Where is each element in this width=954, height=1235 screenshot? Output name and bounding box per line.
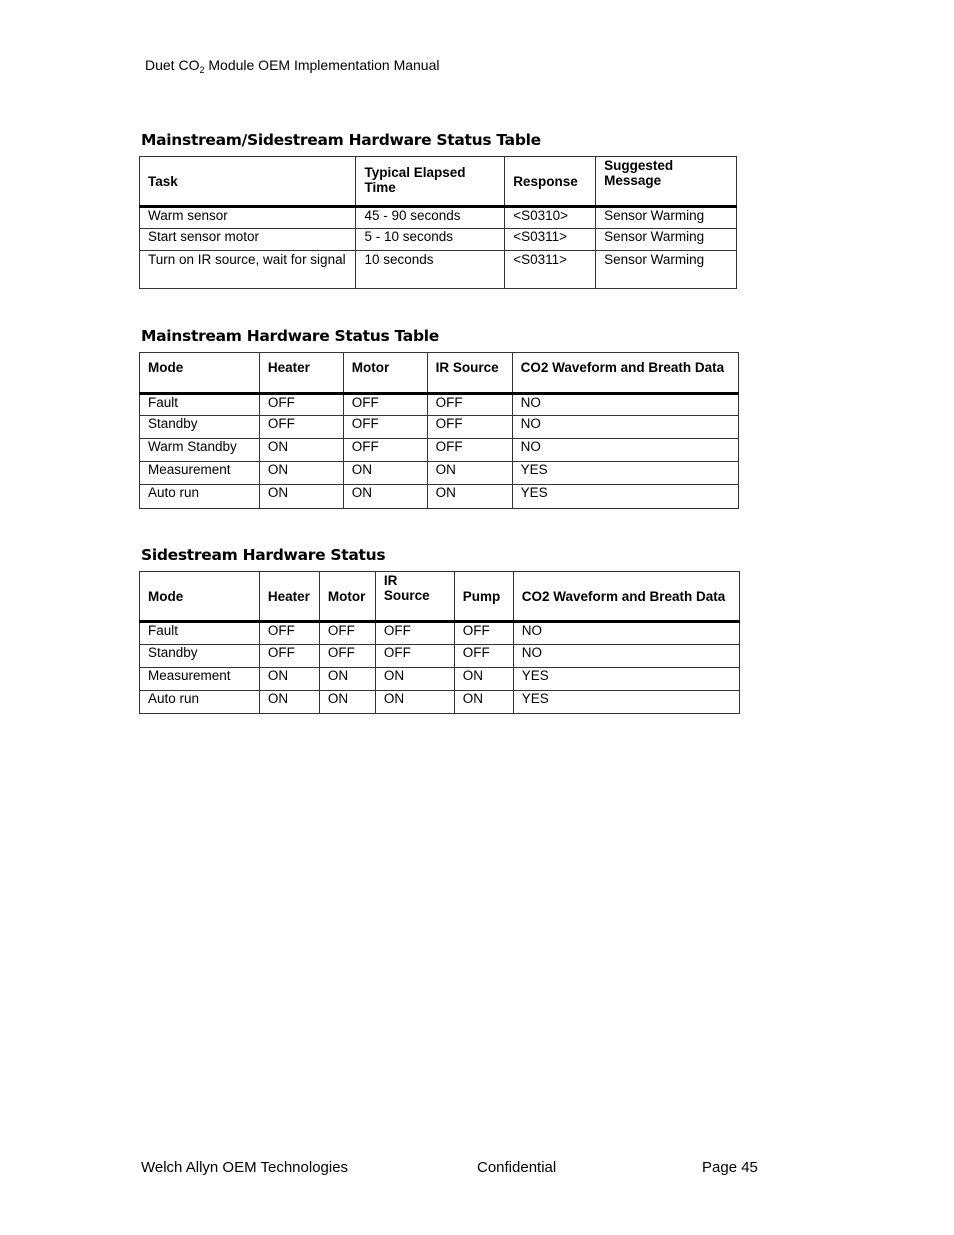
table-cell: Sensor Warming — [596, 207, 737, 229]
header-cell: Motor — [343, 353, 427, 394]
table-cell: Sensor Warming — [596, 251, 737, 289]
header-cell: Typical Elapsed Time — [356, 157, 505, 207]
table-cell: NO — [513, 622, 739, 645]
table-cell: Fault — [140, 622, 260, 645]
table-cell: OFF — [343, 416, 427, 439]
table-cell: OFF — [427, 394, 512, 416]
table-cell: OFF — [343, 439, 427, 462]
table-cell: Turn on IR source, wait for signal — [140, 251, 356, 289]
footer-left: Welch Allyn OEM Technologies — [141, 1159, 349, 1176]
table-cell: 45 - 90 seconds — [356, 207, 505, 229]
header-cell: Pump — [454, 572, 513, 622]
table-cell: ON — [427, 462, 512, 485]
table-cell: ON — [259, 462, 343, 485]
table-cell: OFF — [259, 645, 319, 668]
table-cell: NO — [512, 394, 738, 416]
table-cell: Standby — [140, 645, 260, 668]
table-cell: 5 - 10 seconds — [356, 229, 505, 251]
table2-title: Mainstream Hardware Status Table — [141, 327, 439, 345]
header-cell: Motor — [319, 572, 375, 622]
table-cell: Warm Standby — [140, 439, 260, 462]
table-cell: YES — [513, 668, 739, 691]
table-cell: Sensor Warming — [596, 229, 737, 251]
table-cell: ON — [454, 668, 513, 691]
table-cell: ON — [375, 668, 454, 691]
table-cell: OFF — [259, 394, 343, 416]
table-cell: Auto run — [140, 691, 260, 714]
table-cell: OFF — [259, 622, 319, 645]
header-cell: Heater — [259, 353, 343, 394]
table-row — [140, 439, 739, 462]
table-cell: OFF — [259, 416, 343, 439]
table-row — [140, 485, 739, 509]
table-cell: YES — [513, 691, 739, 714]
table-row — [140, 668, 740, 691]
table-cell: OFF — [319, 622, 375, 645]
table-cell: <S0311> — [505, 251, 596, 289]
table-row — [140, 207, 737, 229]
table-cell: Standby — [140, 416, 260, 439]
table-cell: OFF — [375, 645, 454, 668]
table-header-row — [140, 572, 740, 622]
table-cell: ON — [259, 439, 343, 462]
table-row — [140, 622, 740, 645]
mainstream-hardware-status-table — [139, 352, 739, 509]
header-cell: IR Source — [375, 572, 454, 622]
header-cell: IR Source — [427, 353, 512, 394]
page-header — [145, 57, 439, 75]
table-header-row — [140, 353, 739, 394]
footer-center: Confidential — [477, 1159, 557, 1176]
table-row — [140, 229, 737, 251]
table1-title: Mainstream/Sidestream Hardware Status Table — [141, 131, 541, 149]
header-cell: CO2 Waveform and Breath Data — [513, 572, 739, 622]
header-cell: Mode — [140, 353, 260, 394]
table-row — [140, 462, 739, 485]
table-cell: NO — [512, 416, 738, 439]
table3-title: Sidestream Hardware Status — [141, 546, 386, 564]
footer-page-number: Page 45 — [702, 1159, 758, 1176]
table-cell: Measurement — [140, 668, 260, 691]
table-row — [140, 416, 739, 439]
table-cell: OFF — [375, 622, 454, 645]
table-header-row — [140, 157, 737, 207]
header-cell: CO2 Waveform and Breath Data — [512, 353, 738, 394]
table-cell: OFF — [427, 439, 512, 462]
table-row — [140, 691, 740, 714]
header-cell: Response — [505, 157, 596, 207]
header-cell: Heater — [259, 572, 319, 622]
table-cell: OFF — [454, 622, 513, 645]
table-cell: <S0310> — [505, 207, 596, 229]
table-cell: ON — [427, 485, 512, 509]
header-title-suffix: Module OEM Implementation Manual — [204, 57, 440, 73]
table-row — [140, 645, 740, 668]
table-cell: NO — [513, 645, 739, 668]
table-cell: Auto run — [140, 485, 260, 509]
table-cell: ON — [319, 691, 375, 714]
table-cell: ON — [259, 691, 319, 714]
table-cell: 10 seconds — [356, 251, 505, 289]
table-cell: Measurement — [140, 462, 260, 485]
table-cell: ON — [259, 485, 343, 509]
table-cell: NO — [512, 439, 738, 462]
header-cell: Suggested Message — [596, 157, 737, 207]
header-title-prefix: Duet CO — [145, 57, 200, 73]
table-cell: OFF — [319, 645, 375, 668]
table-cell: OFF — [454, 645, 513, 668]
table-cell: ON — [259, 668, 319, 691]
table-cell: Start sensor motor — [140, 229, 356, 251]
header-title-subscript: 2 — [199, 65, 205, 75]
table-cell: Warm sensor — [140, 207, 356, 229]
table-cell: OFF — [427, 416, 512, 439]
header-cell: Mode — [140, 572, 260, 622]
table-cell: ON — [343, 485, 427, 509]
table-cell: Fault — [140, 394, 260, 416]
table-cell: ON — [454, 691, 513, 714]
table-cell: YES — [512, 462, 738, 485]
table-cell: ON — [375, 691, 454, 714]
sidestream-hardware-status-table — [139, 571, 740, 714]
table-cell: OFF — [343, 394, 427, 416]
table-cell: YES — [512, 485, 738, 509]
table-row — [140, 394, 739, 416]
header-cell: Task — [140, 157, 356, 207]
table-row — [140, 251, 737, 289]
table-cell: ON — [319, 668, 375, 691]
table-cell: ON — [343, 462, 427, 485]
table-cell: <S0311> — [505, 229, 596, 251]
mainstream-sidestream-status-table — [139, 156, 737, 289]
